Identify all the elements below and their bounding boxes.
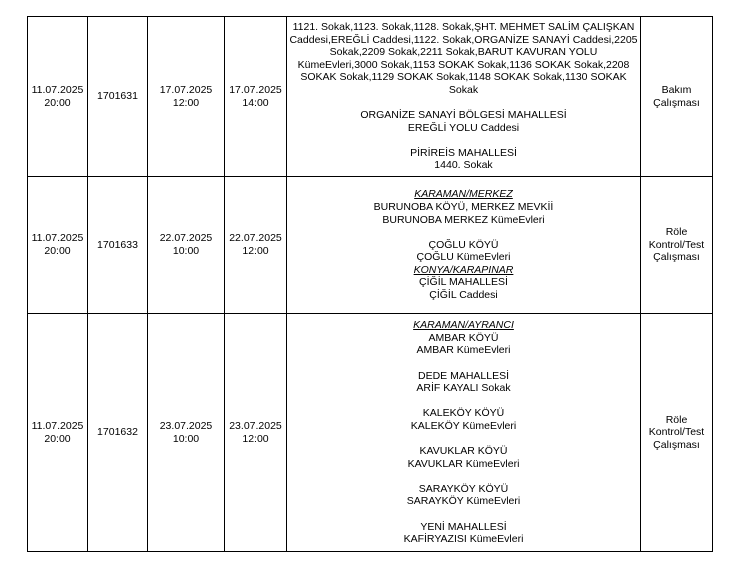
location-block bbox=[289, 147, 638, 172]
location-line: Sokak,2209 Sokak,2211 Sokak,BARUT KAVURAN YOLU bbox=[329, 46, 598, 59]
outage-table-body bbox=[28, 17, 713, 552]
start-datetime-cell bbox=[148, 177, 225, 314]
location-line: 1121. Sokak,1123. Sokak,1128. Sokak,ŞHT. MEHMET SALİM ÇALIŞKAN bbox=[292, 20, 635, 33]
location-line: BURUNOBA KÖYÜ, MERKEZ MEVKİİ bbox=[373, 200, 554, 213]
location-line: ÇOĞLU KÖYÜ bbox=[428, 238, 499, 251]
table-row bbox=[28, 17, 713, 177]
end-date: 22.07.2025 bbox=[229, 232, 282, 245]
location-block bbox=[289, 483, 638, 508]
location-line: KAFİRYAZISI KümeEvleri bbox=[403, 533, 524, 546]
outage-id: 1701633 bbox=[97, 238, 138, 251]
outage-id-cell bbox=[88, 177, 148, 314]
block-spacer bbox=[289, 226, 638, 239]
announce-time: 20:00 bbox=[44, 245, 71, 257]
affected-locations-cell bbox=[287, 314, 641, 552]
location-block bbox=[289, 407, 638, 432]
table-row bbox=[28, 177, 713, 314]
end-time: 12:00 bbox=[242, 432, 269, 445]
region-heading: KARAMAN/AYRANCI bbox=[413, 319, 514, 332]
block-spacer bbox=[289, 508, 638, 521]
location-block bbox=[289, 370, 638, 395]
work-type: Bakım Çalışması bbox=[653, 83, 700, 109]
location-line: ÇİĞİL MAHALLESİ bbox=[419, 276, 508, 289]
location-line: KALEKÖY KÖYÜ bbox=[422, 407, 505, 420]
start-date: 17.07.2025 bbox=[159, 83, 213, 96]
location-block bbox=[289, 319, 638, 357]
location-line: 1440. Sokak bbox=[434, 159, 493, 172]
location-line: Caddesi,EREĞLİ Caddesi,1122. Sokak,ORGANİZE SANAYİ Caddesi,2205 bbox=[289, 33, 638, 46]
start-datetime-cell bbox=[148, 17, 225, 177]
work-type-cell bbox=[641, 177, 713, 314]
location-line: EREĞLİ YOLU Caddesi bbox=[407, 121, 520, 134]
end-datetime-cell bbox=[225, 177, 287, 314]
work-type-cell bbox=[641, 314, 713, 552]
announce-datetime-cell bbox=[28, 177, 88, 314]
location-line: ORGANİZE SANAYİ BÖLGESİ MAHALLESİ bbox=[360, 109, 567, 122]
location-line: YENİ MAHALLESİ bbox=[420, 520, 507, 533]
block-spacer bbox=[289, 470, 638, 483]
outage-id-cell bbox=[88, 314, 148, 552]
block-spacer bbox=[289, 97, 638, 110]
end-datetime-cell bbox=[225, 314, 287, 552]
start-time: 10:00 bbox=[172, 432, 200, 445]
location-line: BURUNOBA MERKEZ KümeEvleri bbox=[382, 213, 545, 226]
location-block bbox=[289, 21, 638, 97]
work-type-cell bbox=[641, 17, 713, 177]
location-line: KALEKÖY KümeEvleri bbox=[410, 419, 517, 432]
location-line: SARAYKÖY KümeEvleri bbox=[406, 495, 521, 508]
location-line: AMBAR KümeEvleri bbox=[416, 344, 511, 357]
location-line: ARİF KAYALI Sokak bbox=[416, 382, 511, 395]
location-line: AMBAR KÖYÜ bbox=[428, 331, 499, 344]
block-spacer bbox=[289, 134, 638, 147]
location-line: PİRİREİS MAHALLESİ bbox=[410, 146, 517, 159]
start-datetime-cell bbox=[148, 314, 225, 552]
block-spacer bbox=[289, 395, 638, 408]
location-block bbox=[289, 264, 638, 302]
location-block bbox=[289, 109, 638, 134]
work-type: Röle Kontrol/Test Çalışması bbox=[648, 413, 705, 451]
location-line: ÇOĞLU KümeEvleri bbox=[416, 251, 511, 264]
announce-time: 20:00 bbox=[44, 96, 71, 109]
location-block bbox=[289, 521, 638, 546]
end-date: 23.07.2025 bbox=[229, 419, 282, 432]
announce-time: 20:00 bbox=[44, 432, 71, 445]
location-block bbox=[289, 239, 638, 264]
affected-locations-cell bbox=[287, 177, 641, 314]
announce-date: 11.07.2025 bbox=[31, 232, 84, 245]
announce-datetime-cell bbox=[28, 17, 88, 177]
location-line: KAVUKLAR KümeEvleri bbox=[407, 457, 520, 470]
block-spacer bbox=[289, 357, 638, 370]
outage-table bbox=[27, 16, 713, 552]
start-time: 12:00 bbox=[172, 96, 200, 109]
region-heading: KARAMAN/MERKEZ bbox=[414, 188, 513, 201]
start-date: 23.07.2025 bbox=[159, 419, 213, 432]
location-line: KümeEvleri,3000 Sokak,1153 SOKAK Sokak,1136 SOKAK Sokak,2208 bbox=[297, 58, 630, 71]
location-line: DEDE MAHALLESİ bbox=[417, 369, 510, 382]
start-time: 10:00 bbox=[172, 245, 200, 257]
location-block bbox=[289, 188, 638, 226]
location-line: ÇİĞİL Caddesi bbox=[429, 289, 498, 302]
block-spacer bbox=[289, 433, 638, 446]
outage-id: 1701632 bbox=[97, 426, 138, 439]
location-block bbox=[289, 445, 638, 470]
location-line: SOKAK Sokak,1129 SOKAK Sokak,1148 SOKAK Sokak,1130 SOKAK bbox=[300, 71, 627, 84]
announce-datetime-cell bbox=[28, 314, 88, 552]
region-heading: KONYA/KARAPINAR bbox=[413, 263, 514, 276]
announce-date: 11.07.2025 bbox=[31, 83, 84, 96]
end-datetime-cell bbox=[225, 17, 287, 177]
outage-id: 1701631 bbox=[97, 90, 138, 103]
location-line: Sokak bbox=[448, 83, 479, 96]
location-line: KAVUKLAR KÖYÜ bbox=[419, 445, 508, 458]
table-row bbox=[28, 314, 713, 552]
end-date: 17.07.2025 bbox=[229, 83, 282, 96]
end-time: 14:00 bbox=[242, 96, 269, 109]
work-type: Röle Kontrol/Test Çalışması bbox=[648, 226, 705, 264]
outage-id-cell bbox=[88, 17, 148, 177]
location-line: SARAYKÖY KÖYÜ bbox=[418, 482, 509, 495]
start-date: 22.07.2025 bbox=[159, 232, 213, 245]
announce-date: 11.07.2025 bbox=[31, 419, 84, 432]
end-time: 12:00 bbox=[242, 245, 269, 257]
affected-locations-cell bbox=[287, 17, 641, 177]
